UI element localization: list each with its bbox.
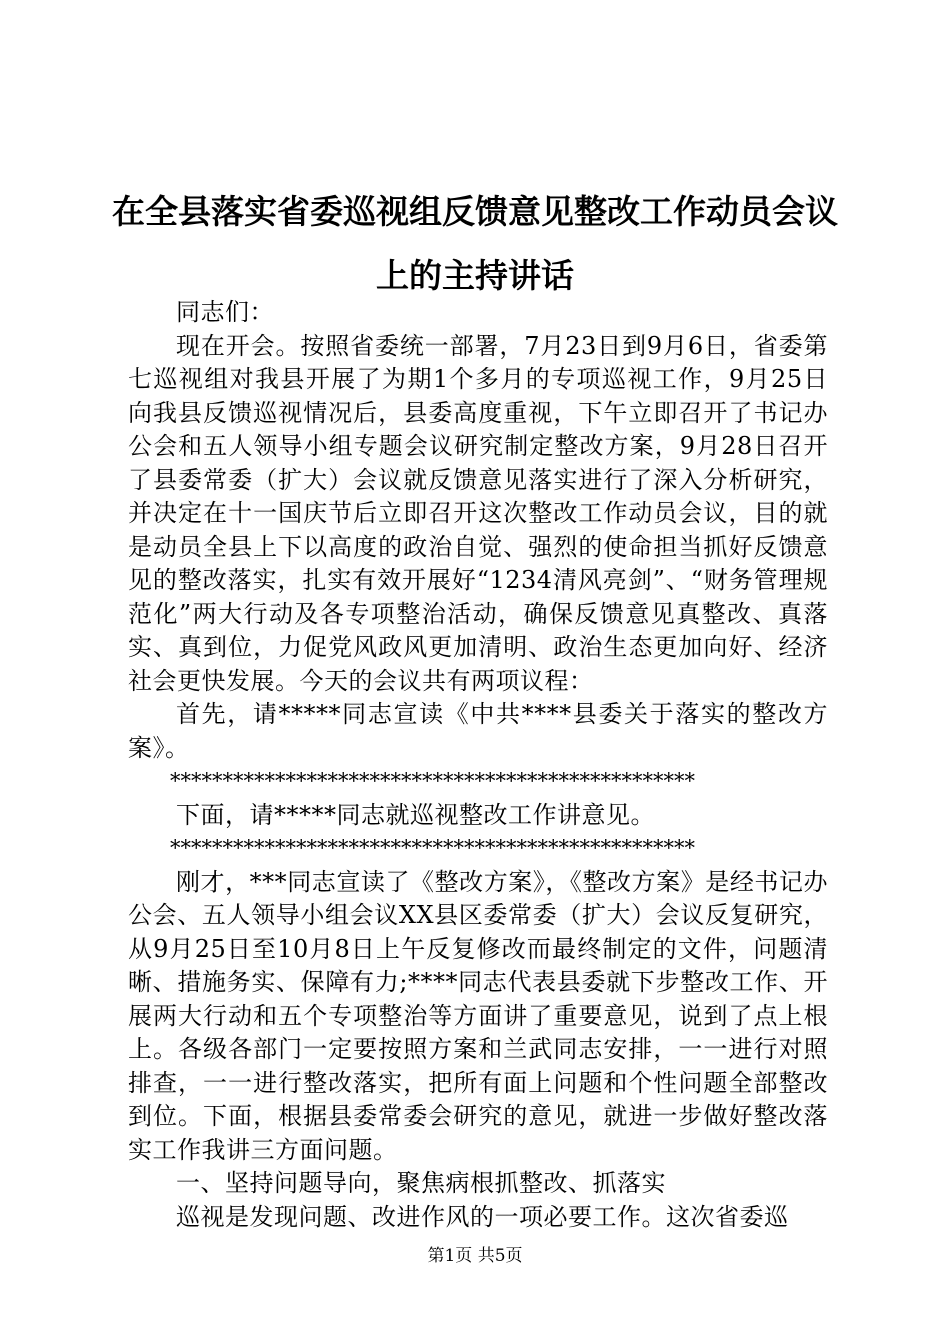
paragraph-agenda-second: 下面，请*****同志就巡视整改工作讲意见。 [176,800,655,829]
salutation: 同志们： [176,298,274,326]
redacted-separator: ************************************************** [170,769,695,793]
paragraph-agenda-first: 首先，请*****同志宣读《中共****县委关于落实的整改方案》。 [128,700,828,762]
document-title: 在全县落实省委巡视组反馈意见整改工作动员会议上的主持讲话 [112,192,838,295]
redacted-separator: ************************************************** [170,836,695,860]
page-footer: 第1页 共5页 [427,1246,523,1266]
paragraph-summary: 刚才，***同志宣读了《整改方案》，《整改方案》是经书记办公会、五人领导小组会议XX县区委常委（扩大）会议反复研究，从9月25日至10月8日上午反复修改而最终制定的文件，问题清晰、措施务实、保障有力;****同志代表县委就下步整改工作、开展两大行动和五个专项整治等方面讲了重要意见，说到了点上根上。各级各部门一定要按照方案和兰武同志安排，一一进行对照排查，一一进行整改落实，把所有面上问题和个性问题全部整改到位。下面，根据县委常委会研究的意见，就进一步做好整改落实工作我讲三方面问题。 [128,867,828,1164]
section-heading: 一、坚持问题导向，聚焦病根抓整改、抓落实 [176,1169,666,1197]
paragraph-section-one: 巡视是发现问题、改进作风的一项必要工作。这次省委巡 [176,1202,789,1231]
document-body [128,296,828,1234]
paragraph-opening: 现在开会。按照省委统一部署，7月23日到9月6日，省委第七巡视组对我县开展了为期1个多月的专项巡视工作，9月25日向我县反馈巡视情况后，县委高度重视，下午立即召开了书记办公会和五人领导小组专题会议研究制定整改方案，9月28日召开了县委常委（扩大）会议就反馈意见落实进行了深入分析研究，并决定在十一国庆节后立即召开这次整改工作动员会议，目的就是动员全县上下以高度的政治自觉、强烈的使命担当抓好反馈意见的整改落实，扎实有效开展好“1234清风亮剑”、“财务管理规范化”两大行动及各专项整治活动，确保反馈意见真整改、真落实、真到位，力促党风政风更加清明、政治生态更加向好、经济社会更快发展。今天的会议共有两项议程： [128,331,828,695]
